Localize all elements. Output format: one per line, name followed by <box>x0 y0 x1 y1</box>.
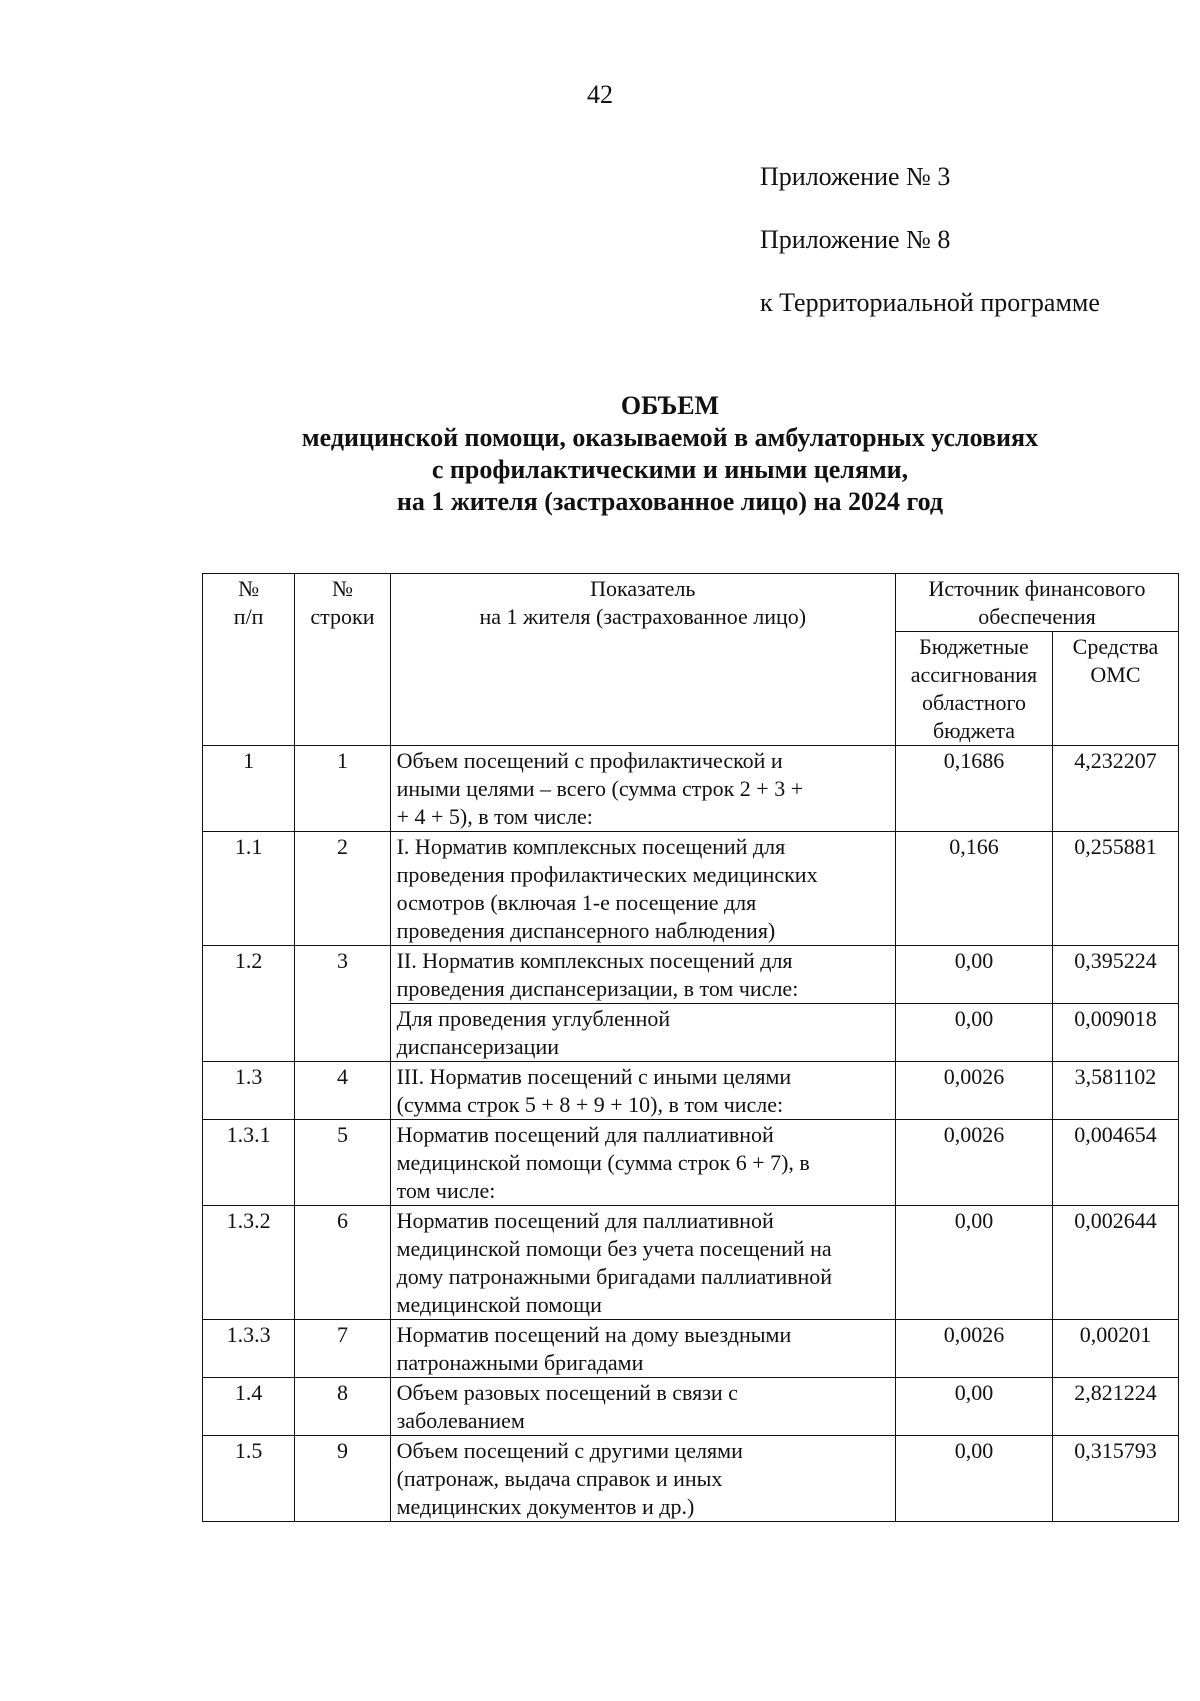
cell-indicator-line: проведения профилактических медицинских <box>396 862 818 887</box>
cell-budget: 0,00 <box>896 1004 1053 1062</box>
header-budget-line-2: ассигнования <box>910 662 1038 687</box>
cell-budget: 0,0026 <box>896 1120 1053 1206</box>
cell-budget: 0,00 <box>896 1436 1053 1522</box>
table-row <box>203 1206 1179 1320</box>
cell-indicator-line: том числе: <box>396 1178 496 1203</box>
cell-indicator-line: проведения диспансерного наблюдения) <box>396 918 776 943</box>
table-row <box>203 1378 1179 1436</box>
cell-indicator-line: диспансеризации <box>396 1034 559 1059</box>
table-row <box>203 1062 1179 1120</box>
cell-num: 1.3 <box>203 1062 295 1120</box>
cell-oms: 2,821224 <box>1052 1378 1178 1436</box>
table-header <box>203 574 1179 746</box>
header-row-line-2: строки <box>310 604 375 629</box>
cell-indicator-line: медицинской помощи (сумма строк 6 + 7), в <box>396 1150 810 1175</box>
appendix-line-2: Приложение № 8 <box>760 225 951 254</box>
cell-indicator-line: (сумма строк 5 + 8 + 9 + 10), в том числе: <box>396 1092 784 1117</box>
cell-num: 1.4 <box>203 1378 295 1436</box>
cell-indicator <box>390 1120 895 1206</box>
cell-indicator-line: дому патронажными бригадами паллиативной <box>396 1264 833 1289</box>
header-budget <box>896 632 1053 746</box>
cell-oms: 0,009018 <box>1052 1004 1178 1062</box>
cell-num: 1.5 <box>203 1436 295 1522</box>
header-row-line-1: № <box>331 576 353 601</box>
cell-indicator-line: медицинской помощи <box>396 1292 602 1317</box>
table-row <box>203 946 1179 1004</box>
table-row <box>203 1320 1179 1378</box>
header-source-line-2: обеспечения <box>978 604 1096 629</box>
header-num-line-1: № <box>238 576 260 601</box>
cell-num: 1.3.1 <box>203 1120 295 1206</box>
cell-indicator-line: Норматив посещений для паллиативной <box>396 1208 774 1233</box>
cell-oms: 0,315793 <box>1052 1436 1178 1522</box>
cell-budget: 0,00 <box>896 1378 1053 1436</box>
cell-indicator-line: Объем посещений с профилактической и <box>396 748 783 773</box>
cell-indicator-line: + 4 + 5), в том числе: <box>396 804 593 829</box>
cell-indicator <box>390 832 895 946</box>
header-num-line-2: п/п <box>233 604 264 629</box>
cell-oms: 0,002644 <box>1052 1206 1178 1320</box>
cell-indicator <box>390 946 895 1004</box>
cell-indicator <box>390 1062 895 1120</box>
appendix-line-3: к Территориальной программе <box>760 288 1100 317</box>
cell-indicator-line: Норматив посещений на дому выездными <box>396 1322 792 1347</box>
header-oms <box>1052 632 1178 746</box>
cell-oms: 3,581102 <box>1052 1062 1178 1120</box>
cell-oms: 0,395224 <box>1052 946 1178 1004</box>
cell-indicator-line: медицинской помощи без учета посещений на <box>396 1236 832 1261</box>
cell-num: 1.3.2 <box>203 1206 295 1320</box>
cell-row: 9 <box>295 1436 390 1522</box>
cell-row: 5 <box>295 1120 390 1206</box>
volume-table <box>202 573 1179 1522</box>
cell-indicator <box>390 1320 895 1378</box>
cell-indicator-line: Объем разовых посещений в связи с <box>396 1380 738 1405</box>
table-row <box>203 1120 1179 1206</box>
cell-row: 2 <box>295 832 390 946</box>
cell-indicator <box>390 1004 895 1062</box>
cell-indicator-line: Норматив посещений для паллиативной <box>396 1122 774 1147</box>
cell-indicator <box>390 1436 895 1522</box>
cell-indicator-line: II. Норматив комплексных посещений для <box>396 948 793 973</box>
cell-indicator-line: проведения диспансеризации, в том числе: <box>396 976 799 1001</box>
cell-oms: 4,232207 <box>1052 746 1178 832</box>
table-row <box>203 746 1179 832</box>
document-title <box>100 390 1200 518</box>
table-body <box>203 746 1179 1522</box>
cell-indicator-line: Объем посещений с другими целями <box>396 1438 743 1463</box>
cell-row: 1 <box>295 746 390 832</box>
cell-indicator <box>390 1378 895 1436</box>
header-indicator-line-2: на 1 жителя (застрахованное лицо) <box>479 604 807 629</box>
table-row <box>203 832 1179 946</box>
page-number: 42 <box>587 80 613 109</box>
cell-row: 3 <box>295 946 390 1062</box>
header-num <box>203 574 295 746</box>
cell-indicator <box>390 1206 895 1320</box>
cell-budget: 0,00 <box>896 1206 1053 1320</box>
cell-budget: 0,0026 <box>896 1062 1053 1120</box>
header-budget-line-3: областного <box>921 690 1026 715</box>
cell-budget: 0,1686 <box>896 746 1053 832</box>
cell-budget: 0,0026 <box>896 1320 1053 1378</box>
cell-budget: 0,166 <box>896 832 1053 946</box>
header-budget-line-4: бюджета <box>932 718 1015 743</box>
title-line-3: с профилактическими и иными целями, <box>431 455 909 484</box>
cell-budget: 0,00 <box>896 946 1053 1004</box>
cell-row: 4 <box>295 1062 390 1120</box>
cell-row: 7 <box>295 1320 390 1378</box>
cell-oms: 0,255881 <box>1052 832 1178 946</box>
table-row <box>203 1436 1179 1522</box>
cell-row: 8 <box>295 1378 390 1436</box>
cell-row: 6 <box>295 1206 390 1320</box>
header-oms-line-2: ОМС <box>1090 662 1141 687</box>
cell-indicator-line: медицинских документов и др.) <box>396 1494 695 1519</box>
cell-indicator-line: заболеванием <box>396 1408 525 1433</box>
cell-indicator-line: иными целями – всего (сумма строк 2 + 3 + <box>396 776 804 801</box>
header-indicator <box>390 574 895 746</box>
header-budget-line-1: Бюджетные <box>919 634 1029 659</box>
cell-num: 1 <box>203 746 295 832</box>
cell-indicator-line: (патронаж, выдача справок и иных <box>396 1466 723 1491</box>
appendix-line-1: Приложение № 3 <box>760 162 951 191</box>
title-line-1: ОБЪЕМ <box>620 391 720 420</box>
cell-oms: 0,004654 <box>1052 1120 1178 1206</box>
title-line-4: на 1 жителя (застрахованное лицо) на 2024 год <box>396 487 944 516</box>
header-oms-line-1: Средства <box>1072 634 1159 659</box>
header-source-line-1: Источник финансового <box>928 576 1146 601</box>
cell-num: 1.3.3 <box>203 1320 295 1378</box>
header-source <box>896 574 1179 632</box>
header-row <box>295 574 390 746</box>
cell-indicator-line: патронажными бригадами <box>396 1350 644 1375</box>
cell-indicator <box>390 746 895 832</box>
cell-oms: 0,00201 <box>1052 1320 1178 1378</box>
cell-num: 1.1 <box>203 832 295 946</box>
cell-num: 1.2 <box>203 946 295 1062</box>
header-indicator-line-1: Показатель <box>590 576 696 601</box>
title-line-2: медицинской помощи, оказываемой в амбулаторных условиях <box>301 423 1039 452</box>
cell-indicator-line: I. Норматив комплексных посещений для <box>396 834 786 859</box>
cell-indicator-line: осмотров (включая 1-е посещение для <box>396 890 757 915</box>
cell-indicator-line: Для проведения углубленной <box>396 1006 671 1031</box>
cell-indicator-line: III. Норматив посещений с иными целями <box>396 1064 792 1089</box>
